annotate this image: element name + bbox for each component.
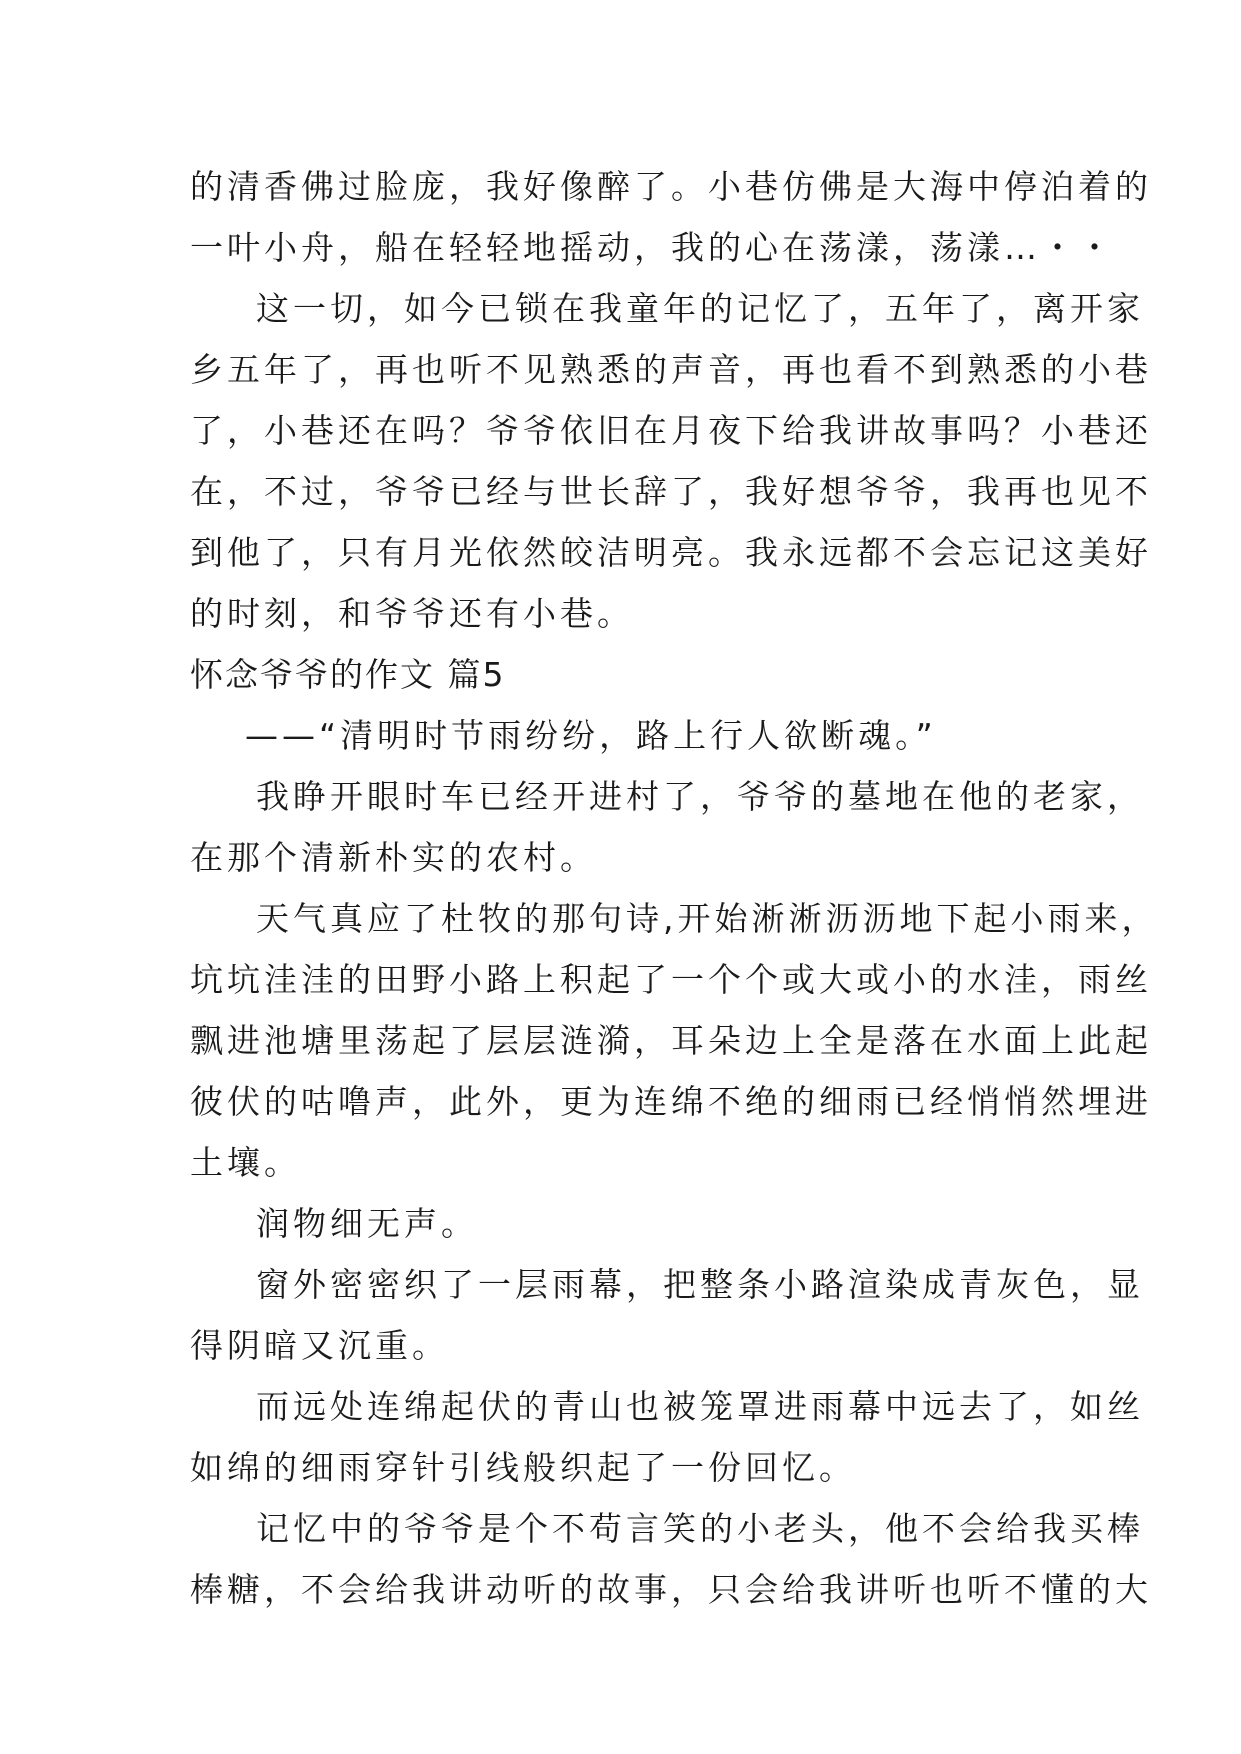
paragraph-start-line: 而远处连绵起伏的青山也被笼罩进雨幕中远去了，如丝 xyxy=(256,1387,1144,1426)
paragraph-start-line: 润物细无声。 xyxy=(256,1204,478,1243)
paragraph-start-line: 这一切，如今已锁在我童年的记忆了，五年了，离开家 xyxy=(256,289,1144,328)
section-heading: 怀念爷爷的作文 篇5 xyxy=(190,655,506,694)
text-line: 飘进池塘里荡起了层层涟漪，耳朵边上全是落在水面上此起 xyxy=(190,1021,1152,1060)
text-line: 了，小巷还在吗？爷爷依旧在月夜下给我讲故事吗？小巷还 xyxy=(190,411,1152,450)
text-line: 的时刻，和爷爷还有小巷。 xyxy=(190,594,634,633)
text-line: 到他了，只有月光依然皎洁明亮。我永远都不会忘记这美好 xyxy=(190,533,1152,572)
text-line: 在那个清新朴实的农村。 xyxy=(190,838,597,877)
paragraph-start-line: 窗外密密织了一层雨幕，把整条小路渲染成青灰色，显 xyxy=(256,1265,1144,1304)
text-line: 坑坑洼洼的田野小路上积起了一个个或大或小的水洼，雨丝 xyxy=(190,960,1152,999)
paragraph-start-line: 天气真应了杜牧的那句诗,开始淅淅沥沥地下起小雨来， xyxy=(256,899,1159,938)
paragraph-start-line: 我睁开眼时车已经开进村了，爷爷的墓地在他的老家， xyxy=(256,777,1144,816)
text-line: 如绵的细雨穿针引线般织起了一份回忆。 xyxy=(190,1448,856,1487)
text-line: 棒糖，不会给我讲动听的故事，只会给我讲听也听不懂的大 xyxy=(190,1570,1152,1609)
text-line: 得阴暗又沉重。 xyxy=(190,1326,449,1365)
text-line: 的清香佛过脸庞，我好像醉了。小巷仿佛是大海中停泊着的 xyxy=(190,167,1152,206)
text-line: 在，不过，爷爷已经与世长辞了，我好想爷爷，我再也见不 xyxy=(190,472,1152,511)
text-line: 乡五年了，再也听不见熟悉的声音，再也看不到熟悉的小巷 xyxy=(190,350,1152,389)
text-line: 彼伏的咕噜声，此外，更为连绵不绝的细雨已经悄悄然埋进 xyxy=(190,1082,1152,1121)
paragraph-start-line: 记忆中的爷爷是个不苟言笑的小老头，他不会给我买棒 xyxy=(256,1509,1144,1548)
text-line: 一叶小舟，船在轻轻地摇动，我的心在荡漾，荡漾…・・ xyxy=(190,228,1115,267)
text-line: 土壤。 xyxy=(190,1143,301,1182)
epigraph-line: ——“清明时节雨纷纷，路上行人欲断魂。” xyxy=(245,716,937,755)
essay-body xyxy=(190,156,1159,1620)
